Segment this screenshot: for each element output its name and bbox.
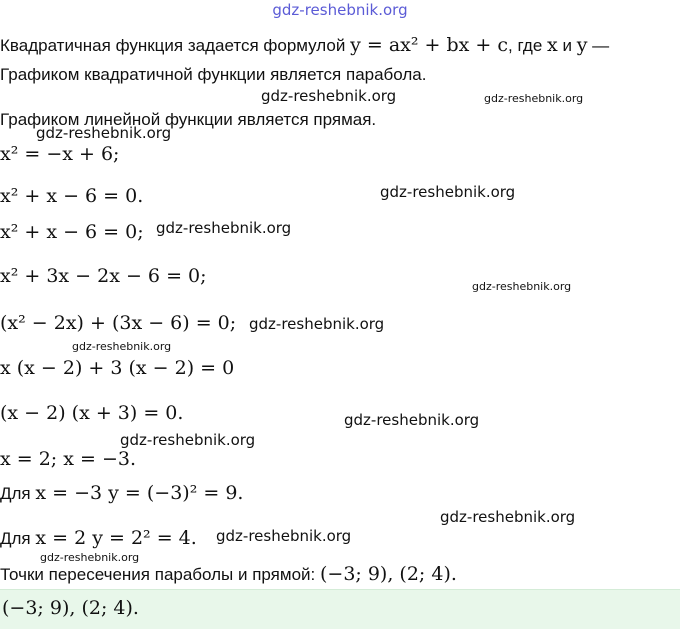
intro-var-x: x bbox=[547, 34, 558, 56]
watermark: gdz-reshebnik.org bbox=[440, 508, 576, 526]
watermark: gdz-reshebnik.org bbox=[40, 551, 140, 564]
step-2: x² + x − 6 = 0. bbox=[0, 185, 144, 207]
intro-and: и bbox=[562, 36, 572, 55]
watermark-header: gdz-reshebnik.org bbox=[272, 1, 408, 19]
answer-box bbox=[0, 589, 680, 629]
step-4: x² + 3x − 2x − 6 = 0; bbox=[0, 265, 207, 287]
watermark: gdz-reshebnik.org bbox=[484, 92, 584, 105]
case-2-math: x = 2 y = 2² = 4. bbox=[35, 527, 197, 549]
step-7: (x − 2) (x + 3) = 0. bbox=[0, 402, 184, 424]
watermark: gdz-reshebnik.org bbox=[36, 124, 172, 142]
intro-formula: y = ax² + bx + c bbox=[350, 34, 509, 56]
watermark: gdz-reshebnik.org bbox=[156, 219, 292, 237]
case-2 bbox=[0, 527, 197, 549]
case-1-math: x = −3 y = (−3)² = 9. bbox=[35, 482, 244, 504]
intro-dash: — bbox=[592, 36, 610, 55]
answer-value: (−3; 9), (2; 4). bbox=[2, 597, 139, 619]
watermark: gdz-reshebnik.org bbox=[216, 527, 352, 545]
watermark: gdz-reshebnik.org bbox=[380, 183, 516, 201]
intro-var-y: y bbox=[576, 34, 588, 56]
statement-line: Графиком линейной функции является прямая. bbox=[0, 110, 377, 129]
conclusion bbox=[0, 563, 457, 585]
case-1 bbox=[0, 482, 243, 504]
intro-text-before: Квадратичная функция задается формулой bbox=[0, 36, 346, 55]
watermark: gdz-reshebnik.org bbox=[72, 340, 172, 353]
conclusion-text: Точки пересечения параболы и прямой: bbox=[0, 565, 316, 584]
step-3: x² + x − 6 = 0; bbox=[0, 221, 144, 243]
watermark: gdz-reshebnik.org bbox=[120, 431, 256, 449]
step-8: x = 2; x = −3. bbox=[0, 448, 137, 470]
intro-line bbox=[0, 34, 609, 56]
watermark: gdz-reshebnik.org bbox=[472, 280, 572, 293]
step-1: x² = −x + 6; bbox=[0, 143, 120, 165]
watermark: gdz-reshebnik.org bbox=[261, 87, 397, 105]
statement-parabola: Графиком квадратичной функции является парабола. bbox=[0, 65, 427, 84]
watermark: gdz-reshebnik.org bbox=[249, 315, 385, 333]
step-5: (x² − 2x) + (3x − 6) = 0; bbox=[0, 312, 237, 334]
case-2-prefix: Для bbox=[0, 529, 31, 548]
step-6: x (x − 2) + 3 (x − 2) = 0 bbox=[0, 357, 235, 379]
case-1-prefix: Для bbox=[0, 484, 31, 503]
conclusion-math: (−3; 9), (2; 4). bbox=[319, 563, 457, 585]
intro-text-middle: , где bbox=[508, 36, 543, 55]
watermark: gdz-reshebnik.org bbox=[344, 411, 480, 429]
